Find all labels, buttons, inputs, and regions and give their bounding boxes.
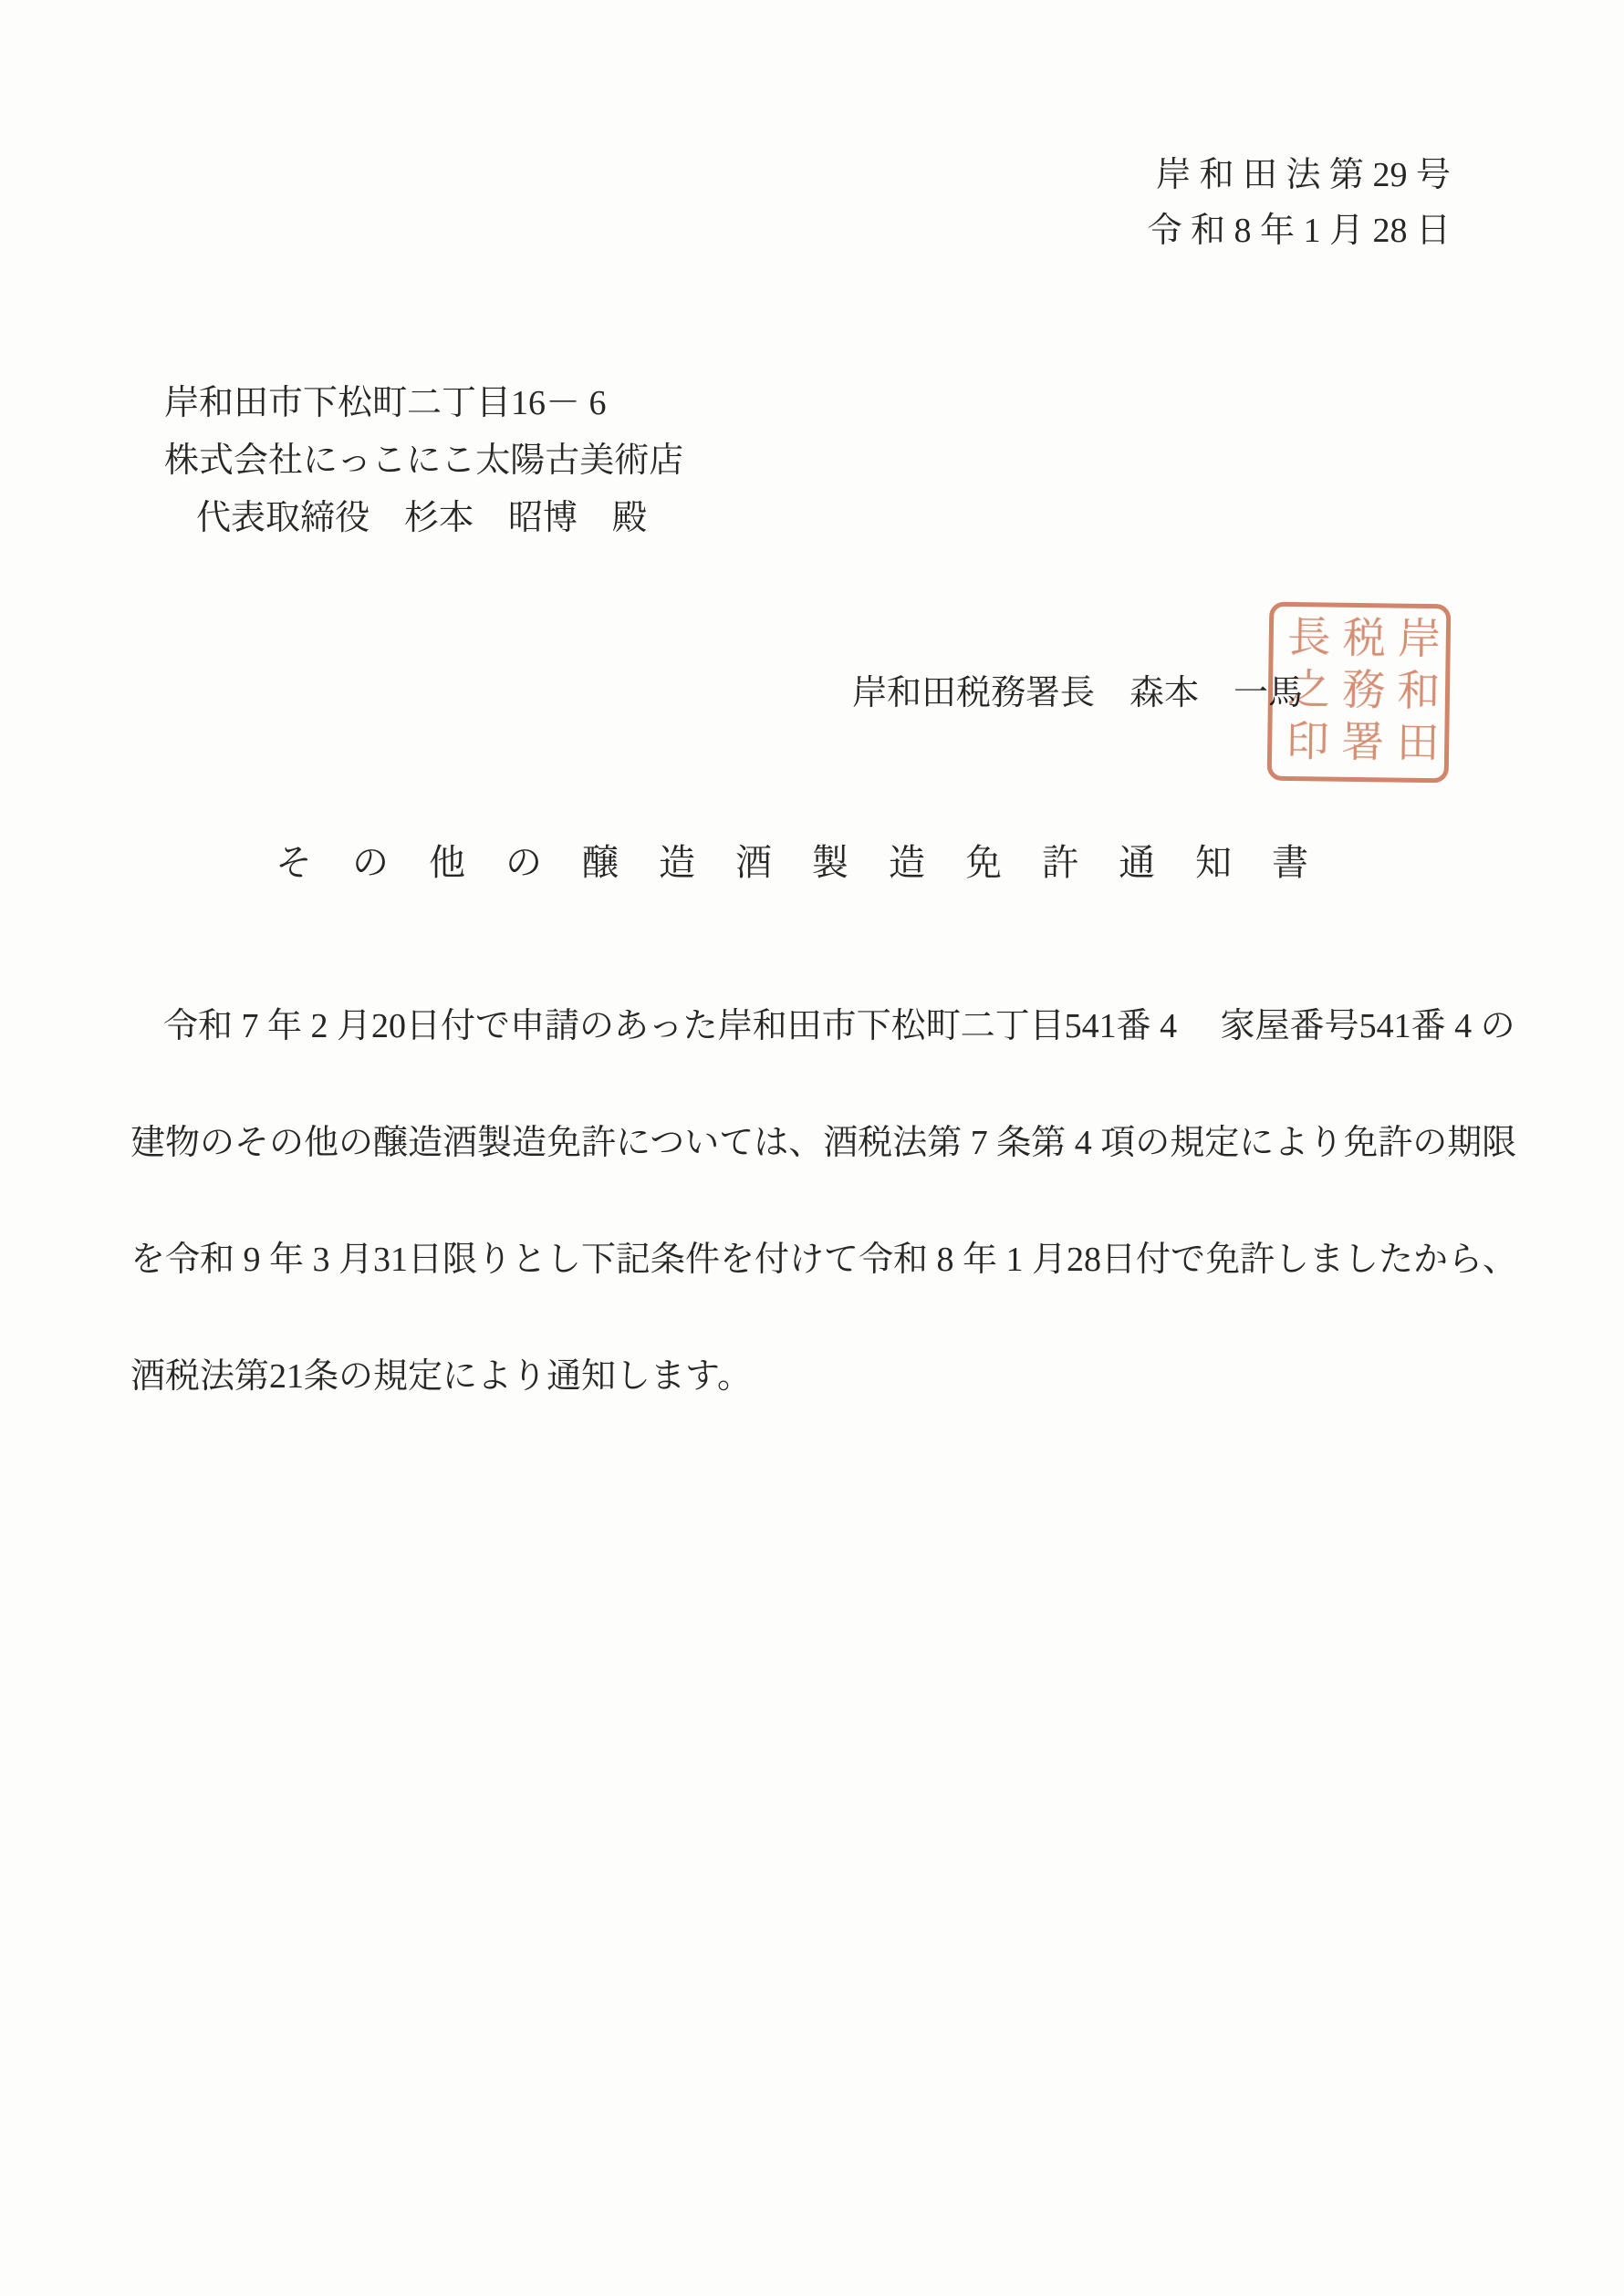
official-red-seal <box>1267 602 1452 784</box>
body-line: 酒税法第21条の規定により通知します。 <box>130 1357 752 1396</box>
seal-column-left: 長之印 <box>1279 613 1329 771</box>
recipient-representative: 代表取締役 杉本 昭博 殿 <box>196 499 648 537</box>
document-number: 岸 和 田 法 第 29 号 <box>1155 156 1451 194</box>
body-line: を令和 9 年 3 月31日限りとし下記条件を付けて令和 8 年 1 月28日付で免許しましたから、 <box>130 1241 1518 1279</box>
seal-column-middle: 税務署 <box>1334 614 1385 771</box>
recipient-company: 株式会社にっこにこ太陽古美術店 <box>164 442 684 480</box>
document-title: その他の醸造酒製造免許通知書 <box>276 842 1348 883</box>
recipient-block <box>164 375 683 547</box>
body-paragraph <box>130 968 1518 1435</box>
seal-column-right: 岸和田 <box>1390 614 1440 772</box>
sender-name-line: 岸和田税務署長 森本 一馬 <box>852 674 1304 712</box>
recipient-address: 岸和田市下松町二丁目16－ 6 <box>164 384 607 422</box>
document-date: 令 和 8 年 1 月 28 日 <box>1147 212 1451 250</box>
body-line: 令和 7 年 2 月20日付で申請のあった岸和田市下松町二丁目541番 4 家屋番号541番 4 の <box>163 1007 1515 1045</box>
body-line: 建物のその他の醸造酒製造免許については、酒税法第 7 条第 4 項の規定により免許の期限 <box>130 1124 1517 1162</box>
document-number-block <box>1147 148 1451 259</box>
